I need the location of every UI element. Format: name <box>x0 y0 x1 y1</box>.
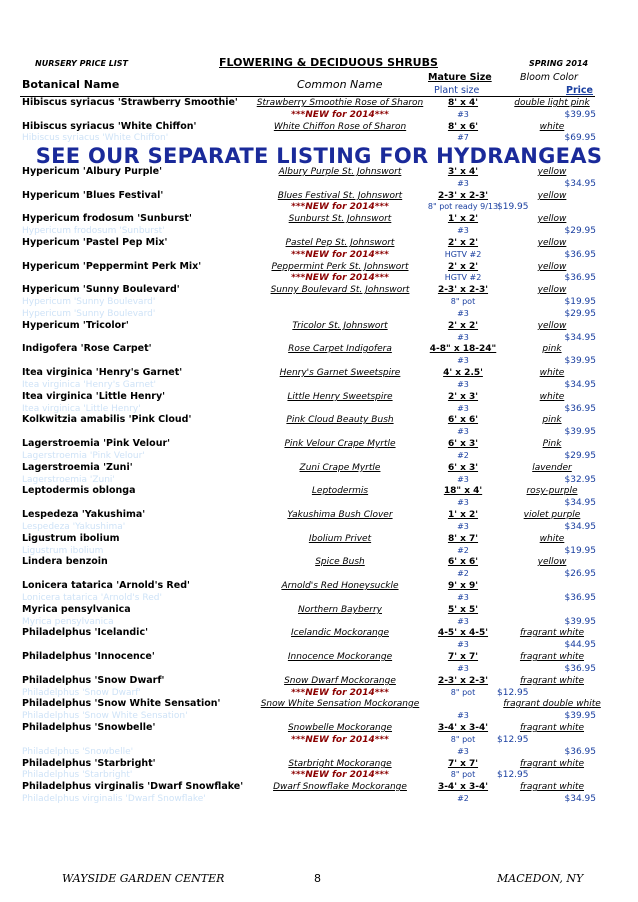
price: $44.95 <box>564 640 596 650</box>
table-row <box>0 462 638 474</box>
plant-size: 8" pot <box>450 297 476 306</box>
bloom-color: yellow <box>537 557 567 567</box>
price: $36.95 <box>564 250 596 260</box>
table-row <box>0 485 638 497</box>
common-name: Henry's Garnet Sweetspire <box>279 368 401 378</box>
season-label: SPRING 2014 <box>529 59 589 68</box>
table-subrow <box>0 308 638 320</box>
table-subrow <box>0 355 638 367</box>
col-bloom: Bloom Color <box>520 72 578 83</box>
table-subrow <box>0 769 638 781</box>
botanical-name: Hypericum 'Pastel Pep Mix' <box>22 237 168 248</box>
plant-size: 8" pot <box>450 688 476 697</box>
table-subrow <box>0 592 638 604</box>
bloom-color: fragrant white <box>519 723 585 733</box>
plant-size: HGTV #2 <box>444 273 482 282</box>
table-row <box>0 284 638 296</box>
mature-size: 2-3' x 2-3' <box>437 191 489 201</box>
page-header <box>0 56 638 70</box>
common-name: Blues Festival St. Johnswort <box>277 191 403 201</box>
botanical-name: Leptodermis oblonga <box>22 485 136 496</box>
plant-size: #3 <box>457 593 469 602</box>
table-subrow <box>0 296 638 308</box>
botanical-name: Hypericum frodosum 'Sunburst' <box>22 213 192 224</box>
table-subrow <box>0 178 638 190</box>
price: $12.95 <box>497 770 529 780</box>
botanical-name-faded: Hypericum 'Sunny Boulevard' <box>22 297 156 307</box>
price: $34.95 <box>564 794 596 804</box>
table-row <box>0 97 638 109</box>
common-name: Snow Dwarf Mockorange <box>284 676 396 686</box>
table-subrow <box>0 201 638 213</box>
mature-size: 9' x 9' <box>447 581 479 591</box>
table-subrow <box>0 450 638 462</box>
hydrangea-banner: SEE OUR SEPARATE LISTING FOR HYDRANGEAS <box>35 144 603 168</box>
table-row <box>0 580 638 592</box>
botanical-name-faded: Lagerstroemia 'Pink Velour' <box>22 451 145 461</box>
common-name: Snowbelle Mockorange <box>287 723 393 733</box>
bloom-color: white <box>539 122 565 132</box>
price: $19.95 <box>497 202 529 212</box>
botanical-name-faded: Ligustrum ibolium <box>22 546 104 556</box>
botanical-name: Lonicera tatarica 'Arnold's Red' <box>22 580 190 591</box>
botanical-name: Myrica pensylvanica <box>22 604 131 615</box>
col-size: Mature Size <box>428 72 492 83</box>
table-row <box>0 698 638 710</box>
botanical-name-faded: Philadelphus 'Starbright' <box>22 770 133 780</box>
bloom-color: yellow <box>537 214 567 224</box>
col-plant-size: Plant size <box>434 85 480 96</box>
botanical-name-faded: Hibiscus syriacus 'White Chiffon' <box>22 133 169 143</box>
price: $34.95 <box>564 179 596 189</box>
table-row <box>0 675 638 687</box>
common-name: Leptodermis <box>311 486 369 496</box>
mature-size: 8' x 7' <box>447 534 479 544</box>
common-name: Albury Purple St. Johnswort <box>278 167 402 177</box>
price: $36.95 <box>564 273 596 283</box>
price: $29.95 <box>564 226 596 236</box>
table-row <box>0 533 638 545</box>
table-subrow <box>0 225 638 237</box>
bloom-color: lavender <box>532 463 572 473</box>
common-name: Pastel Pep St. Johnswort <box>285 238 395 248</box>
page-number: 8 <box>314 872 321 885</box>
plant-size: HGTV #2 <box>444 250 482 259</box>
price: $39.95 <box>564 110 596 120</box>
table-row <box>0 438 638 450</box>
mature-size: 1' x 2' <box>447 510 479 520</box>
plant-size: 8" pot <box>450 770 476 779</box>
botanical-name: Itea virginica 'Little Henry' <box>22 391 166 402</box>
mature-size: 3' x 4' <box>447 167 479 177</box>
bloom-color: white <box>539 534 565 544</box>
botanical-name: Hibiscus syriacus 'Strawberry Smoothie' <box>22 97 238 108</box>
bloom-color: yellow <box>537 321 567 331</box>
table-subrow <box>0 497 638 509</box>
mature-size: 2' x 2' <box>447 262 479 272</box>
mature-size: 4' x 2.5' <box>443 368 483 378</box>
common-name: Rose Carpet Indigofera <box>288 344 392 354</box>
price: $39.95 <box>564 617 596 627</box>
table-subrow <box>0 109 638 121</box>
plant-size: #3 <box>457 309 469 318</box>
common-name: Zuni Crape Myrtle <box>299 463 381 473</box>
botanical-name: Hypericum 'Blues Festival' <box>22 190 164 201</box>
price: $12.95 <box>497 688 529 698</box>
plant-size: #3 <box>457 356 469 365</box>
botanical-name: Indigofera 'Rose Carpet' <box>22 343 152 354</box>
botanical-name: Hypericum 'Albury Purple' <box>22 166 163 177</box>
common-name: Peppermint Perk St. Johnswort <box>271 262 409 272</box>
mature-size: 7' x 7' <box>447 652 479 662</box>
section-title: FLOWERING & DECIDUOUS SHRUBS <box>219 56 438 69</box>
botanical-name: Hypericum 'Sunny Boulevard' <box>22 284 180 295</box>
bloom-color: fragrant white <box>519 782 585 792</box>
table-row <box>0 391 638 403</box>
mature-size: 3-4' x 3-4' <box>437 723 489 733</box>
price: $36.95 <box>564 593 596 603</box>
botanical-name: Ligustrum ibolium <box>22 533 120 544</box>
bloom-color: white <box>539 392 565 402</box>
botanical-name: Hypericum 'Tricolor' <box>22 320 129 331</box>
table-subrow <box>0 710 638 722</box>
price: $39.95 <box>564 711 596 721</box>
botanical-name: Hypericum 'Peppermint Perk Mix' <box>22 261 202 272</box>
common-name: Innocence Mockorange <box>287 652 393 662</box>
price: $19.95 <box>564 297 596 307</box>
table-subrow <box>0 521 638 533</box>
mature-size: 3-4' x 3-4' <box>437 782 489 792</box>
table-row <box>0 213 638 225</box>
table-subrow <box>0 793 638 805</box>
mature-size: 7' x 7' <box>447 759 479 769</box>
bloom-color: rosy-purple <box>526 486 578 496</box>
botanical-name-faded: Philadelphus 'Snow White Sensation' <box>22 711 188 721</box>
mature-size: 4-5' x 4-5' <box>437 628 489 638</box>
bloom-color: fragrant white <box>519 628 585 638</box>
plant-size: #2 <box>457 794 469 803</box>
bloom-color: fragrant double white <box>503 699 601 709</box>
col-price: Price <box>566 85 593 96</box>
botanical-name: Lagerstroemia 'Zuni' <box>22 462 133 473</box>
table-row <box>0 509 638 521</box>
price: $39.95 <box>564 427 596 437</box>
table-subrow <box>0 639 638 651</box>
col-botanical: Botanical Name <box>22 78 120 91</box>
common-name: Ibolium Privet <box>308 534 372 544</box>
botanical-name-faded: Hypericum frodosum 'Sunburst' <box>22 226 165 236</box>
common-name: Little Henry Sweetspire <box>287 392 393 402</box>
new-badge: ***NEW for 2014*** <box>291 110 389 120</box>
table-subrow <box>0 379 638 391</box>
table-row <box>0 414 638 426</box>
common-name: Pink Cloud Beauty Bush <box>286 415 394 425</box>
price: $34.95 <box>564 522 596 532</box>
plant-size: #7 <box>457 133 469 142</box>
table-row <box>0 367 638 379</box>
plant-size: #3 <box>457 110 469 119</box>
common-name: White Chiffon Rose of Sharon <box>273 122 407 132</box>
price: $34.95 <box>564 333 596 343</box>
table-row <box>0 627 638 639</box>
bloom-color: fragrant white <box>519 652 585 662</box>
mature-size: 2-3' x 2-3' <box>437 676 489 686</box>
botanical-name-faded: Philadelphus 'Snow Dwarf' <box>22 688 141 698</box>
plant-size: #3 <box>457 498 469 507</box>
plant-size: #3 <box>457 380 469 389</box>
price: $36.95 <box>564 664 596 674</box>
bloom-color: pink <box>542 344 562 354</box>
new-badge: ***NEW for 2014*** <box>291 688 389 698</box>
bloom-color: yellow <box>537 191 567 201</box>
new-badge: ***NEW for 2014*** <box>291 273 389 283</box>
common-name: Sunburst St. Johnswort <box>288 214 392 224</box>
price: $26.95 <box>564 569 596 579</box>
botanical-name: Philadelphus 'Innocence' <box>22 651 155 662</box>
price: $36.95 <box>564 404 596 414</box>
price: $29.95 <box>564 451 596 461</box>
table-row <box>0 237 638 249</box>
table-subrow <box>0 568 638 580</box>
botanical-name: Philadelphus 'Icelandic' <box>22 627 148 638</box>
common-name: Pink Velour Crape Myrtle <box>284 439 396 449</box>
price: $32.95 <box>564 475 596 485</box>
mature-size: 2' x 2' <box>447 238 479 248</box>
price: $29.95 <box>564 309 596 319</box>
table-row <box>0 343 638 355</box>
common-name: Icelandic Mockorange <box>291 628 389 638</box>
botanical-name-faded: Hypericum 'Sunny Boulevard' <box>22 309 156 319</box>
plant-size: #2 <box>457 569 469 578</box>
price: $34.95 <box>564 498 596 508</box>
mature-size: 2' x 3' <box>447 392 479 402</box>
botanical-name: Philadelphus 'Starbright' <box>22 758 156 769</box>
col-common: Common Name <box>297 78 383 91</box>
botanical-name: Philadelphus 'Snowbelle' <box>22 722 156 733</box>
botanical-name: Kolkwitzia amabilis 'Pink Cloud' <box>22 414 192 425</box>
footer-store: WAYSIDE GARDEN CENTER <box>62 872 225 885</box>
column-headers <box>0 70 638 98</box>
price: $34.95 <box>564 380 596 390</box>
bloom-color: yellow <box>537 238 567 248</box>
new-badge: ***NEW for 2014*** <box>291 202 389 212</box>
botanical-name-faded: Philadelphus virginalis 'Dwarf Snowflake' <box>22 794 206 804</box>
plant-size: #3 <box>457 522 469 531</box>
bloom-color: Pink <box>542 439 562 449</box>
bloom-color: fragrant white <box>519 676 585 686</box>
botanical-name: Philadelphus 'Snow White Sensation' <box>22 698 221 709</box>
bloom-color: yellow <box>537 167 567 177</box>
plant-size: 8" pot <box>450 735 476 744</box>
table-subrow <box>0 132 638 144</box>
botanical-name: Lespedeza 'Yakushima' <box>22 509 146 520</box>
botanical-name-faded: Lonicera tatarica 'Arnold's Red' <box>22 593 162 603</box>
price: $39.95 <box>564 356 596 366</box>
footer-location: MACEDON, NY <box>497 872 584 885</box>
table-subrow <box>0 734 638 746</box>
plant-size: #3 <box>457 333 469 342</box>
plant-size: #3 <box>457 475 469 484</box>
mature-size: 2' x 2' <box>447 321 479 331</box>
price: $19.95 <box>564 546 596 556</box>
table-row <box>0 320 638 332</box>
plant-size: #2 <box>457 546 469 555</box>
plant-size: #3 <box>457 711 469 720</box>
plant-size: #2 <box>457 451 469 460</box>
mature-size: 1' x 2' <box>447 214 479 224</box>
plant-size: #3 <box>457 179 469 188</box>
common-name: Yakushima Bush Clover <box>287 510 393 520</box>
botanical-name-faded: Myrica pensylvanica <box>22 617 114 627</box>
table-row <box>0 781 638 793</box>
botanical-name-faded: Lespedeza 'Yakushima' <box>22 522 126 532</box>
bloom-color: pink <box>542 415 562 425</box>
common-name: Snow White Sensation Mockorange <box>260 699 420 709</box>
plant-size: #3 <box>457 427 469 436</box>
new-badge: ***NEW for 2014*** <box>291 250 389 260</box>
table-subrow <box>0 426 638 438</box>
botanical-name-faded: Philadelphus 'Snowbelle' <box>22 747 134 757</box>
plant-size: #3 <box>457 226 469 235</box>
table-subrow <box>0 746 638 758</box>
common-name: Strawberry Smoothie Rose of Sharon <box>256 98 424 108</box>
botanical-name: Philadelphus virginalis 'Dwarf Snowflake' <box>22 781 244 792</box>
mature-size: 6' x 6' <box>447 557 479 567</box>
table-subrow <box>0 272 638 284</box>
mature-size: 8' x 6' <box>447 122 479 132</box>
bloom-color: yellow <box>537 262 567 272</box>
table-subrow <box>0 249 638 261</box>
botanical-name-faded: Itea virginica 'Henry's Garnet' <box>22 380 157 390</box>
botanical-name: Itea virginica 'Henry's Garnet' <box>22 367 183 378</box>
botanical-name: Hibiscus syriacus 'White Chiffon' <box>22 121 197 132</box>
mature-size: 4-8" x 18-24" <box>429 344 497 354</box>
table-row <box>0 604 638 616</box>
price: $36.95 <box>564 747 596 757</box>
common-name: Tricolor St. Johnswort <box>292 321 388 331</box>
bloom-color: white <box>539 368 565 378</box>
common-name: Arnold's Red Honeysuckle <box>281 581 399 591</box>
mature-size: 2-3' x 2-3' <box>437 285 489 295</box>
bloom-color: yellow <box>537 285 567 295</box>
table-subrow <box>0 663 638 675</box>
bloom-color: double light pink <box>514 98 590 108</box>
new-badge: ***NEW for 2014*** <box>291 735 389 745</box>
mature-size: 5' x 5' <box>447 605 479 615</box>
list-title: NURSERY PRICE LIST <box>35 59 128 68</box>
mature-size: 8' x 4' <box>447 98 479 108</box>
botanical-name: Lindera benzoin <box>22 556 108 567</box>
bloom-color: fragrant white <box>519 759 585 769</box>
price: $12.95 <box>497 735 529 745</box>
plant-size: 8" pot ready 9/13 <box>427 202 499 211</box>
botanical-name: Philadelphus 'Snow Dwarf' <box>22 675 165 686</box>
bloom-color: violet purple <box>523 510 581 520</box>
botanical-name-faded: Lagerstroemia 'Zuni' <box>22 475 115 485</box>
common-name: Dwarf Snowflake Mockorange <box>273 782 407 792</box>
table-row <box>0 556 638 568</box>
plant-size: #3 <box>457 404 469 413</box>
table-row <box>0 166 638 178</box>
price: $69.95 <box>564 133 596 143</box>
mature-size: 18" x 4' <box>443 486 483 496</box>
plant-size: #3 <box>457 617 469 626</box>
common-name: Spice Bush <box>315 557 365 567</box>
plant-size: #3 <box>457 747 469 756</box>
common-name: Sunny Boulevard St. Johnswort <box>270 285 410 295</box>
mature-size: 6' x 3' <box>447 463 479 473</box>
botanical-name: Lagerstroemia 'Pink Velour' <box>22 438 171 449</box>
botanical-name-faded: Itea virginica 'Little Henry' <box>22 404 141 414</box>
mature-size: 6' x 6' <box>447 415 479 425</box>
new-badge: ***NEW for 2014*** <box>291 770 389 780</box>
common-name: Northern Bayberry <box>298 605 382 615</box>
table-row <box>0 651 638 663</box>
plant-size: #3 <box>457 664 469 673</box>
plant-size: #3 <box>457 640 469 649</box>
common-name: Starbright Mockorange <box>288 759 392 769</box>
mature-size: 6' x 3' <box>447 439 479 449</box>
table-row <box>0 722 638 734</box>
